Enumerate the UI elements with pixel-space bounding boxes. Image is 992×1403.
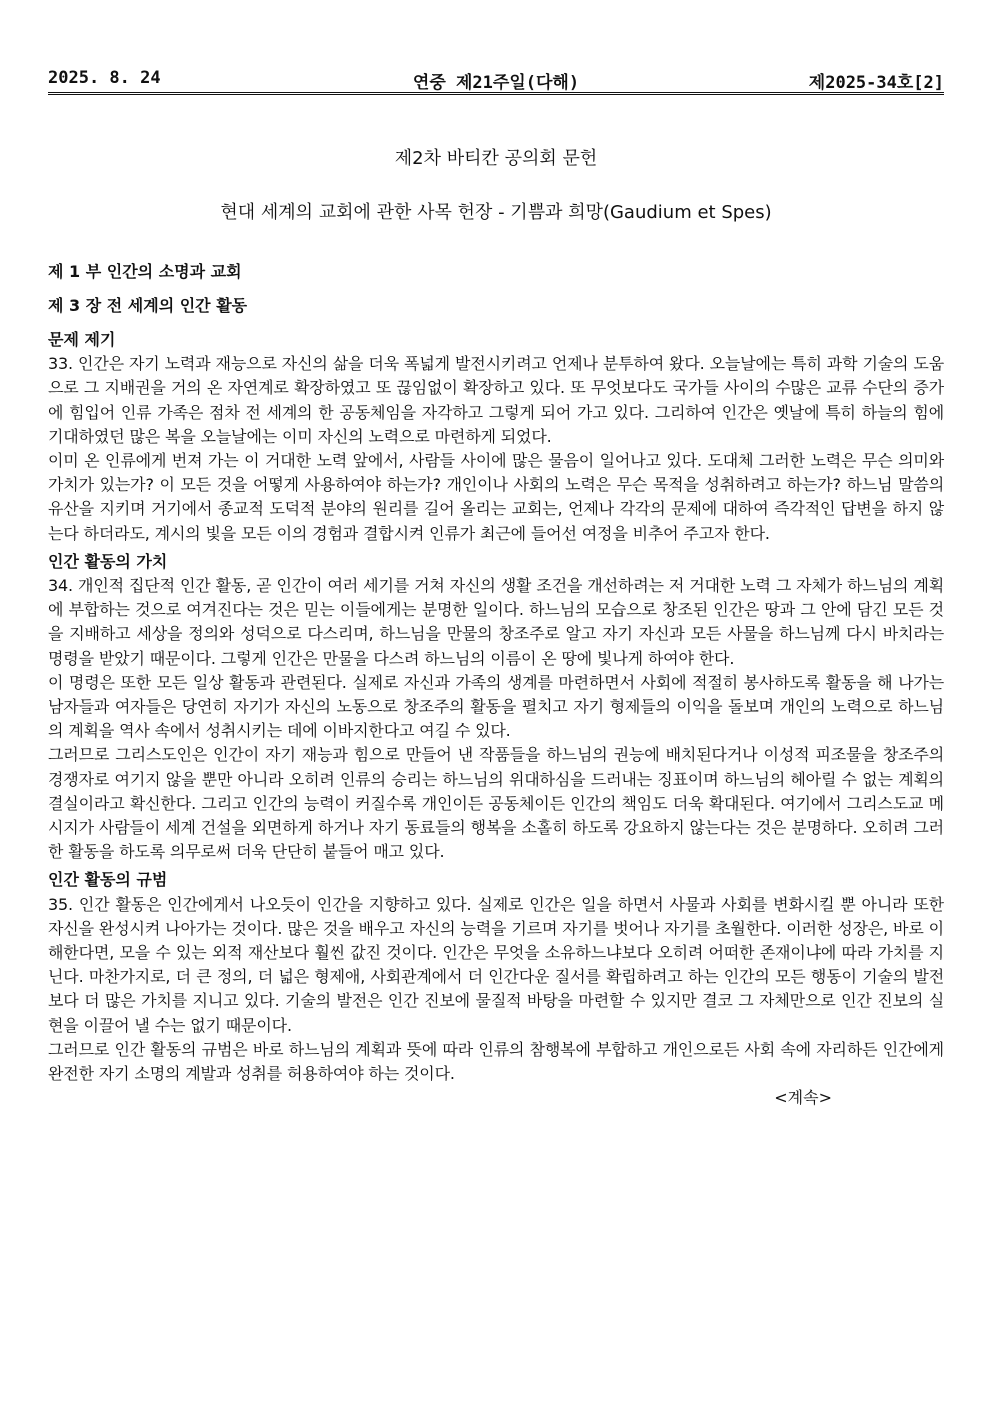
header-date: 2025. 8. 24 [48,68,161,88]
paragraph: 35. 인간 활동은 인간에게서 나오듯이 인간을 지향하고 있다. 실제로 인간은 일을 하면서 사물과 사회를 변화시킬 뿐 아니라 또한 자신을 완성시켜 나아가는 것이다. 많은 것을 배우고 자신의 능력을 기르며 자기를 벗어나 자기를 초월한다. 이러한 성장은, 바로 이해한다면, 모을 수 있는 외적 재산보다 훨씬 값진 것이다. 인간은 무엇을 소유하느냐보다 오히려 어떠한 존재이냐에 따라 가치를 지닌다. 마찬가지로, 더 큰 정의, 더 넓은 형제애, 사회관계에서 더 인간다운 질서를 확립하려고 하는 인간의 모든 행동이 기술의 발전보다 더 많은 가치를 지니고 있다. 기술의 발전은 인간 진보에 물질적 바탕을 마련할 수 있지만 결코 그 자체만으로 인간 진보의 실현을 이끌어 낼 수는 없기 때문이다. [48,894,944,1035]
chapter-heading: 제 3 장 전 세계의 인간 활동 [48,296,248,315]
header-double-rule [48,92,944,95]
paragraph: 이미 온 인류에게 번져 가는 이 거대한 노력 앞에서, 사람들 사이에 많은 물음이 일어나고 있다. 도대체 그러한 노력은 무슨 의미와 가치가 있는가? 이 모든 것을 어떻게 사용하여야 하는가? 개인이나 사회의 노력은 무슨 목적을 성취하려고 하는가? 하느님 말씀의 유산을 지키며 거기에서 종교적 도덕적 분야의 원리를 길어 올리는 교회는, 언제나 각각의 문제에 대하여 즉각적인 답변을 하지 않는다 하더라도, 계시의 빛을 모든 이의 경험과 결합시켜 인류가 최근에 들어선 여정을 비추어 주고자 한다. [48,451,944,543]
document-subtitle: 현대 세계의 교회에 관한 사목 헌장 - 기쁨과 희망(Gaudium et Spes) [220,202,772,223]
paragraph: 이 명령은 또한 모든 일상 활동과 관련된다. 실제로 자신과 가족의 생계를 마련하면서 사회에 적절히 봉사하도록 활동을 해 나가는 남자들과 여자들은 당연히 자기가 자신의 노동으로 창조주의 활동을 펼치고 자기 형제들의 이익을 돌보며 개인의 노력으로 하느님의 계획을 역사 속에서 성취시키는 데에 이바지한다고 여길 수 있다. [48,672,944,741]
paragraph: 그러므로 그리스도인은 인간이 자기 재능과 힘으로 만들어 낸 작품들을 하느님의 권능에 배치된다거나 이성적 피조물을 창조주의 경쟁자로 여기지 않을 뿐만 아니라 오히려 인류의 승리는 하느님의 위대하심을 드러내는 징표이며 하느님의 헤아릴 수 없는 계획의 결실이라고 확신한다. 그리고 인간의 능력이 커질수록 개인이든 공동체이든 인간의 책임도 더욱 확대된다. 여기에서 그리스도교 메시지가 사람들이 세계 건설을 외면하게 하거나 자기 동료들의 행복을 소홀히 하도록 강요하지 않는다는 것은 분명하다. 오히려 그러한 활동을 하도록 의무로써 더욱 단단히 붙들어 매고 있다. [48,745,944,862]
header-issue-number: 제2025-34호[2] [808,73,944,93]
section-heading: 문제 제기 [48,330,116,349]
section-heading: 인간 활동의 가치 [48,551,168,571]
paragraph: 33. 인간은 자기 노력과 재능으로 자신의 삶을 더욱 폭넓게 발전시키려고 언제나 분투하여 왔다. 오늘날에는 특히 과학 기술의 도움으로 그 지배권을 거의 온 자연계로 확장하였고 또 끊임없이 확장하고 있다. 또 무엇보다도 국가들 사이의 수많은 교류 수단의 증가에 힘입어 인류 가족은 점차 전 세계의 한 공동체임을 자각하고 그렇게 되어 가고 있다. 그리하여 인간은 옛날에 특히 하늘의 힘에 기대하였던 많은 복을 오늘날에는 이미 자신의 노력으로 마련하게 되었다. [48,354,944,446]
section-heading: 인간 활동의 규범 [48,870,168,890]
part-heading: 제 1 부 인간의 소명과 교회 [48,262,242,281]
document-title: 제2차 바티칸 공의회 문헌 [394,148,598,169]
continued-marker: <계속> [774,1088,832,1108]
document-body [48,260,944,1111]
bulletin-header [48,68,944,92]
header-liturgical-day: 연중 제21주일(다해) [412,73,580,93]
paragraph: 그러므로 인간 활동의 규범은 바로 하느님의 계획과 뜻에 따라 인류의 참행복에 부합하고 개인으로든 사회 속에 자리하든 인간에게 완전한 자기 소명의 계발과 성취를 허용하여야 하는 것이다. [48,1039,944,1084]
paragraph: 34. 개인적 집단적 인간 활동, 곧 인간이 여러 세기를 거쳐 자신의 생활 조건을 개선하려는 저 거대한 노력 그 자체가 하느님의 계획에 부합하는 것으로 여겨진다는 것은 믿는 이들에게는 분명한 일이다. 하느님의 모습으로 창조된 인간은 땅과 그 안에 담긴 모든 것을 지배하고 세상을 정의와 성덕으로 다스리며, 하느님을 만물의 창조주로 알고 자기 자신과 모든 사물을 하느님께 다시 바치라는 명령을 받았기 때문이다. 그렇게 인간은 만물을 다스려 하느님의 이름이 온 땅에 빛나게 하여야 한다. [48,576,944,668]
